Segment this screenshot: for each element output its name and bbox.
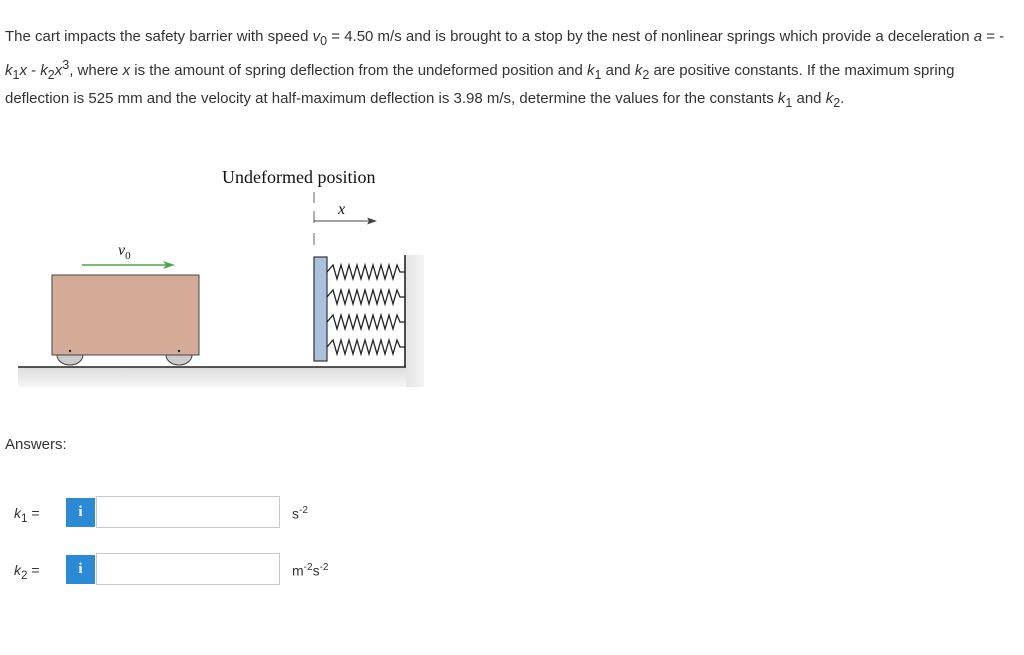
nonlinear-springs (327, 265, 405, 354)
answer-row-k1 (0, 495, 400, 531)
k1-unit: $s^{-2}$ (292, 505, 308, 522)
floor-hatch (18, 367, 424, 387)
cart-wheel-right (166, 355, 192, 365)
cart-body (52, 275, 199, 355)
k2-answer-input[interactable] (96, 553, 280, 585)
k1-info-button[interactable]: i (66, 498, 95, 527)
k2-label: $k_2$ = (14, 562, 40, 582)
barrier-plate (314, 257, 327, 361)
k2-info-button[interactable]: i (66, 555, 95, 584)
k2-unit: $m^{-2}s^{-2}$ (292, 562, 329, 579)
x-label: x (338, 201, 346, 218)
wall-hatch (406, 255, 424, 387)
k1-answer-input[interactable] (96, 496, 280, 528)
cart-wheel-left (57, 355, 83, 365)
k1-label: $k_1$ = (14, 505, 40, 525)
answer-row-k2 (0, 552, 400, 588)
undeformed-position-label: Undeformed position (222, 167, 376, 187)
answers-label: Answers: (5, 436, 67, 453)
problem-statement: The cart impacts the safety barrier with speed $v_0 = 4.50$ m/s and is brought to a stop by the nest of nonlinear springs which provide a deceleration $a = -k_1x - k_2x^3$, where x is the amount of spring deflection from the undeformed position and $k_1$ and $k_2$ are positive constants. If the maximum spring deflection is 525 mm and the velocity at half-maximum deflection is 3.98 m/s, determine the values for the constants $k_1$ and $k_2$. (5, 28, 1005, 110)
velocity-label: $v_0$ (118, 242, 131, 262)
cart-barrier-diagram (0, 155, 440, 400)
